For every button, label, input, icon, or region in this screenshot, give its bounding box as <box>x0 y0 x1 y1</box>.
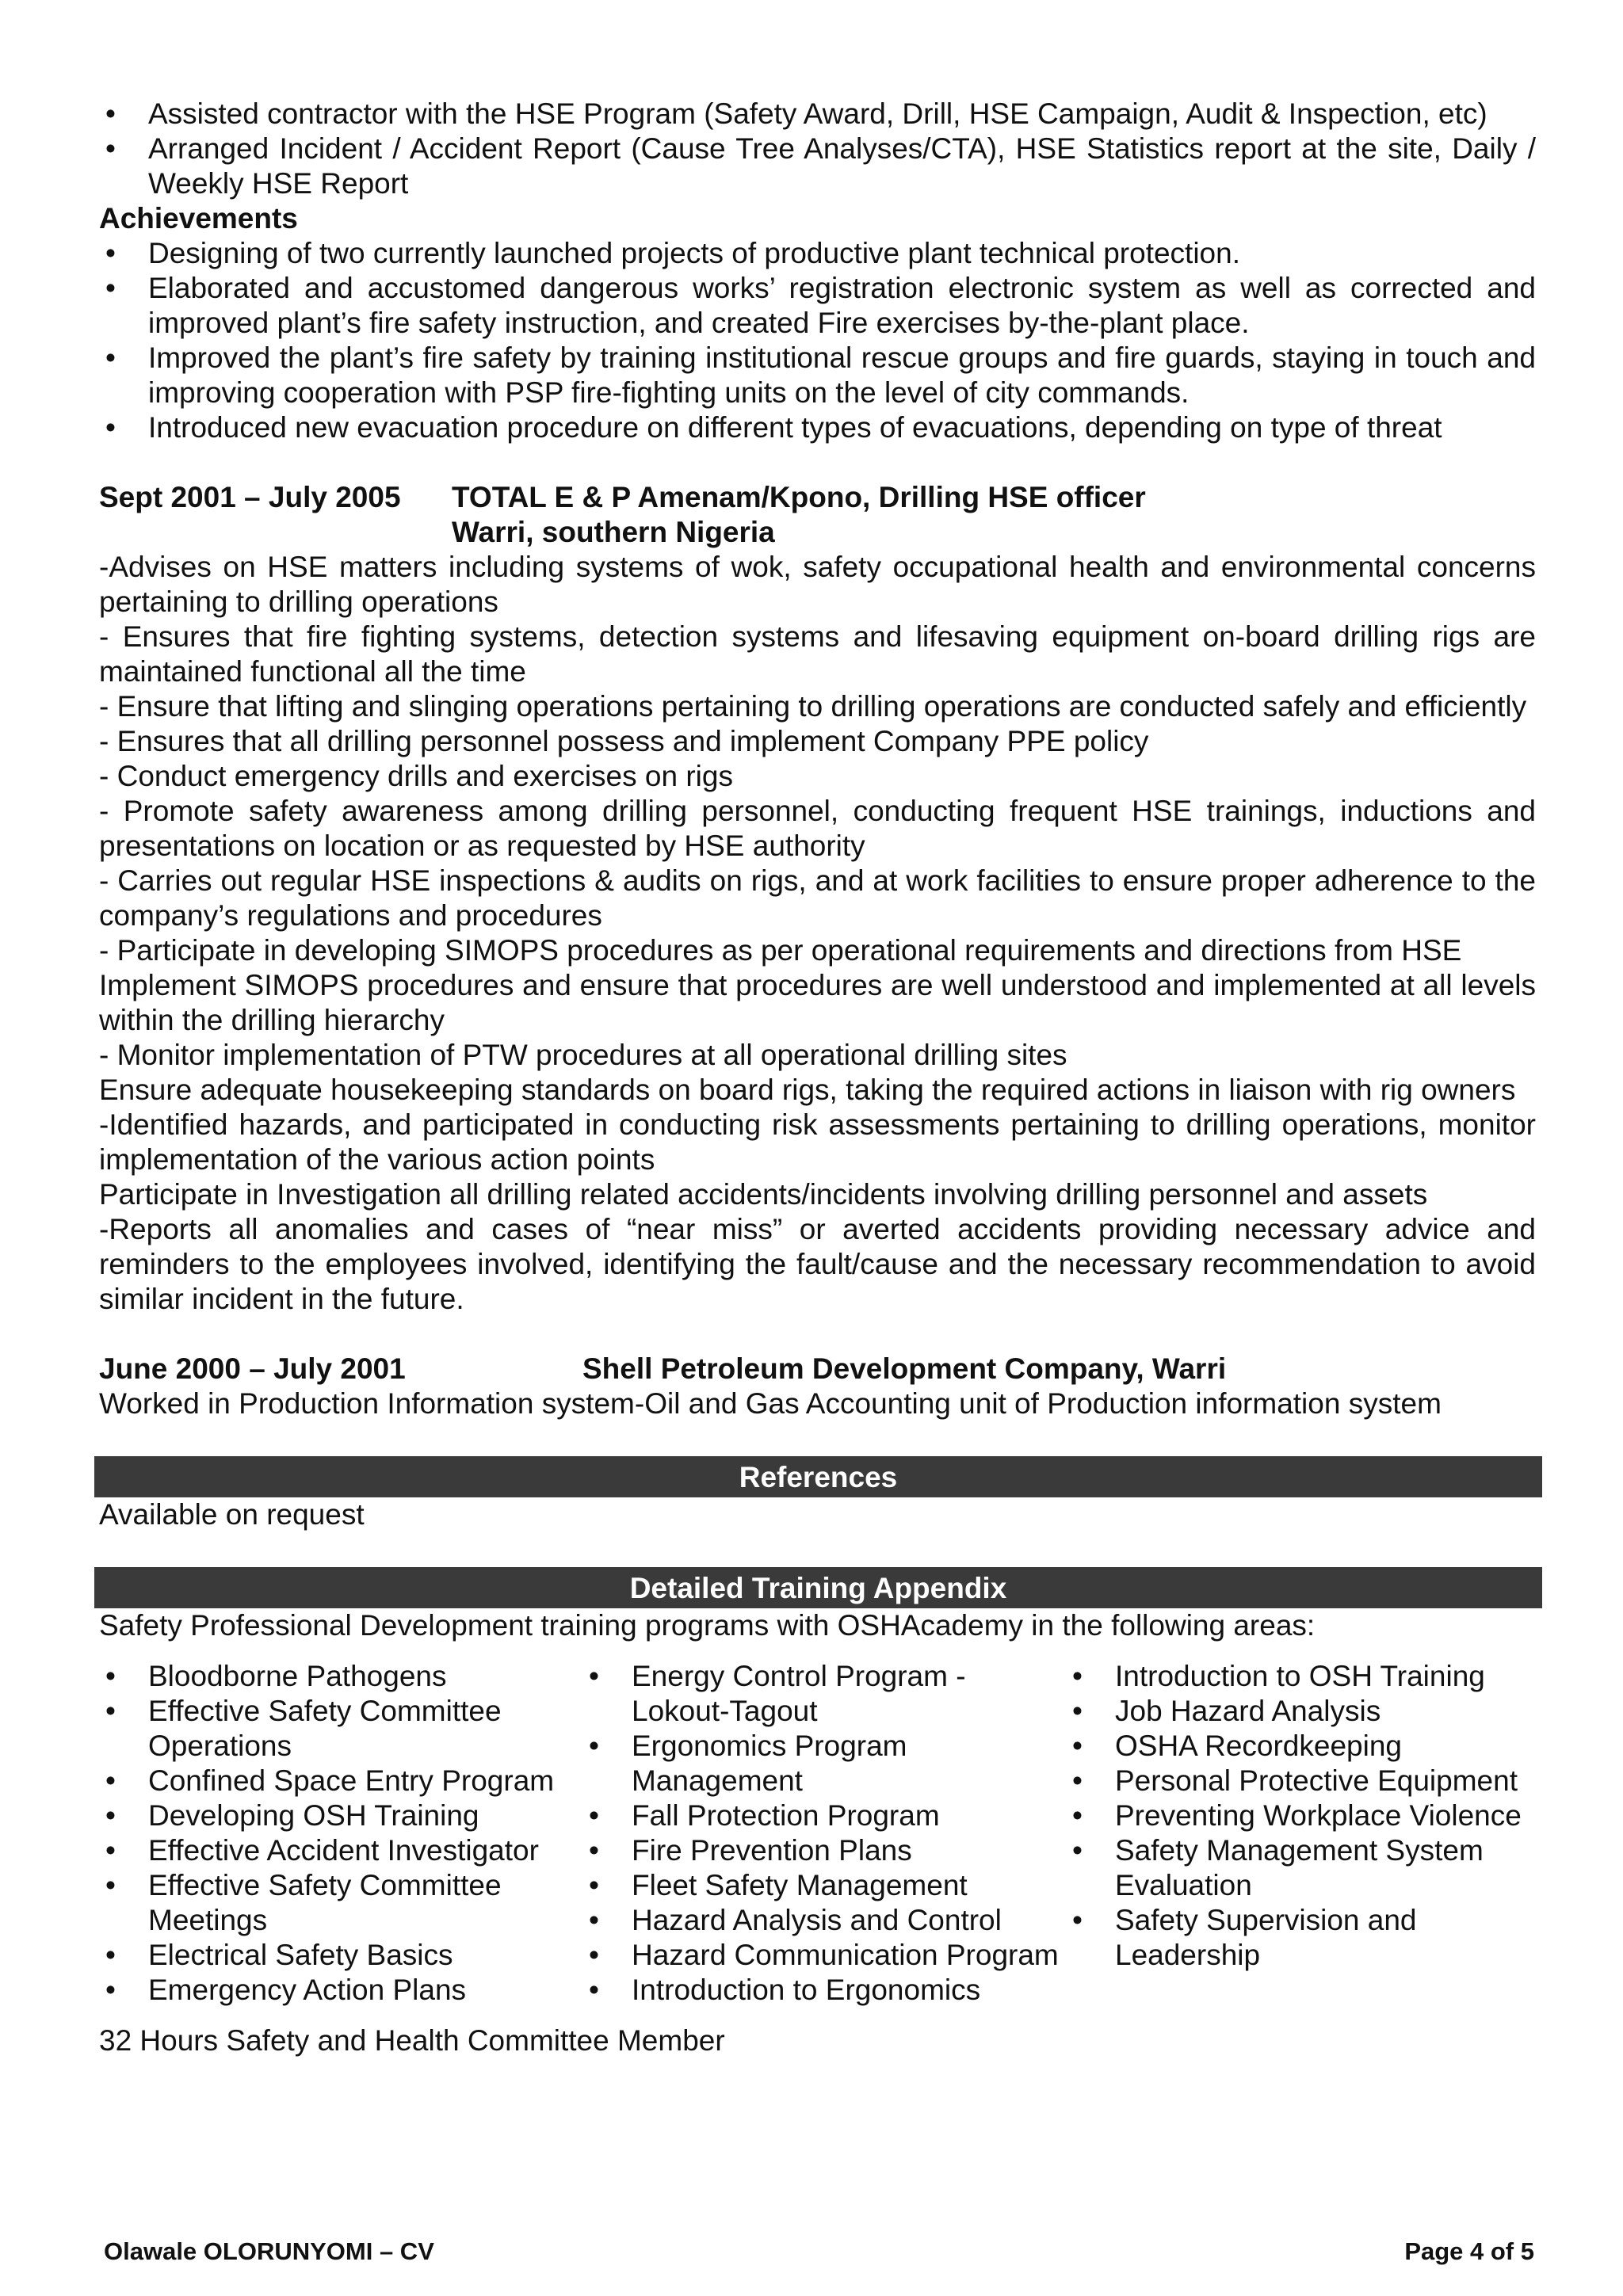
job-title: TOTAL E & P Amenam/Kpono, Drilling HSE officer <box>452 481 1146 513</box>
duty-line: - Carries out regular HSE inspections & audits on rigs, and at work facilities to ensure proper adherence to the company’s regulations and procedures <box>99 864 1536 932</box>
duty-line: - Monitor implementation of PTW procedures at all operational drilling sites <box>99 1039 1067 1071</box>
list-item: • Ergonomics Program Management <box>582 1729 1066 1798</box>
duty-line: Ensure adequate housekeeping standards on board rigs, taking the required actions in liaison with rig owners <box>99 1074 1516 1106</box>
training-column-1 <box>99 1659 582 2008</box>
list-item: • Developing OSH Training <box>99 1798 582 1833</box>
list-item: • Elaborated and accustomed dangerous works’ registration electronic system as well as corrected and improved plant’s fire safety instruction, and created Fire exercises by-the-plant place. <box>99 271 1536 341</box>
duty-line: Implement SIMOPS procedures and ensure that procedures are well understood and implemented at all levels within the drilling hierarchy <box>99 969 1536 1036</box>
achievements-list <box>99 236 1536 445</box>
duty-line: -Identified hazards, and participated in conducting risk assessments pertaining to drilling operations, monitor implementation of the various action points <box>99 1108 1536 1176</box>
duty-line: Participate in Investigation all drilling related accidents/incidents involving drilling personnel and assets <box>99 1178 1428 1211</box>
duty-line: - Ensure that lifting and slinging operations pertaining to drilling operations are conducted safely and efficiently <box>99 690 1527 723</box>
list-item: • Safety Management System Evaluation <box>1066 1833 1536 1903</box>
job-title: Shell Petroleum Development Company, Warri <box>582 1352 1227 1385</box>
achievements-heading: Achievements <box>99 202 298 235</box>
page-footer <box>104 2236 1534 2267</box>
list-item: • Introduction to OSH Training <box>1066 1659 1536 1694</box>
list-item: • Personal Protective Equipment <box>1066 1764 1536 1798</box>
job-dates: June 2000 – July 2001 <box>99 1352 406 1385</box>
footer-cv-name: Olawale OLORUNYOMI – CV <box>104 2237 434 2265</box>
training-column-3 <box>1066 1659 1536 2008</box>
list-item: • Job Hazard Analysis <box>1066 1694 1536 1729</box>
job-description: Worked in Production Information system-Oil and Gas Accounting unit of Production information system <box>99 1387 1442 1420</box>
duty-line: - Participate in developing SIMOPS procedures as per operational requirements and directions from HSE <box>99 934 1462 967</box>
list-item: • Bloodborne Pathogens <box>99 1659 582 1694</box>
cv-page <box>99 97 1536 2058</box>
job-dates: Sept 2001 – July 2005 <box>99 481 401 513</box>
previous-duties-list <box>99 97 1536 201</box>
job-location: Warri, southern Nigeria <box>452 516 775 548</box>
footer-page-number: Page 4 of 5 <box>1404 2237 1534 2265</box>
list-item: • Safety Supervision and Leadership <box>1066 1903 1536 1973</box>
list-item: • Confined Space Entry Program <box>99 1764 582 1798</box>
list-item: • Preventing Workplace Violence <box>1066 1798 1536 1833</box>
references-heading-bar: References <box>94 1456 1542 1497</box>
list-item: • Designing of two currently launched projects of productive plant technical protection. <box>99 236 1536 271</box>
list-item: • Hazard Communication Program <box>582 1938 1066 1973</box>
list-item: • Fall Protection Program <box>582 1798 1066 1833</box>
job-shell-section <box>99 1352 1536 1421</box>
list-item: • Effective Safety Committee Operations <box>99 1694 582 1764</box>
list-item: • OSHA Recordkeeping <box>1066 1729 1536 1764</box>
training-columns <box>99 1659 1536 2008</box>
duty-line: - Ensures that all drilling personnel possess and implement Company PPE policy <box>99 725 1149 757</box>
list-item: • Introduction to Ergonomics <box>582 1973 1066 2008</box>
list-item: • Improved the plant’s fire safety by training institutional rescue groups and fire guards, staying in touch and improving cooperation with PSP fire-fighting units on the level of city commands. <box>99 341 1536 410</box>
references-text: Available on request <box>99 1498 365 1531</box>
training-intro: Safety Professional Development training programs with OSHAcademy in the following areas: <box>99 1609 1316 1642</box>
list-item: • Fleet Safety Management <box>582 1868 1066 1903</box>
training-footnote: 32 Hours Safety and Health Committee Member <box>99 2024 725 2057</box>
list-item: • Effective Accident Investigator <box>99 1833 582 1868</box>
job-header <box>99 1352 1536 1386</box>
job-duties <box>99 550 1536 1317</box>
list-item: • Hazard Analysis and Control <box>582 1903 1066 1938</box>
job-total-section <box>99 480 1536 1317</box>
job-location-row <box>99 515 1536 550</box>
training-column-2 <box>582 1659 1066 2008</box>
list-item: • Introduced new evacuation procedure on different types of evacuations, depending on type of threat <box>99 410 1536 445</box>
duty-line: - Ensures that fire fighting systems, detection systems and lifesaving equipment on-board drilling rigs are maintained functional all the time <box>99 620 1536 688</box>
training-heading-bar: Detailed Training Appendix <box>94 1567 1542 1608</box>
duty-line: -Advises on HSE matters including systems of wok, safety occupational health and environmental concerns pertaining to drilling operations <box>99 551 1536 618</box>
list-item: • Emergency Action Plans <box>99 1973 582 2008</box>
job-header <box>99 480 1536 515</box>
duty-line: - Conduct emergency drills and exercises on rigs <box>99 760 733 792</box>
list-item: • Fire Prevention Plans <box>582 1833 1066 1868</box>
list-item: • Assisted contractor with the HSE Program (Safety Award, Drill, HSE Campaign, Audit & Inspection, etc) <box>99 97 1536 132</box>
duty-line: - Promote safety awareness among drilling personnel, conducting frequent HSE trainings, inductions and presentations on location or as requested by HSE authority <box>99 795 1536 862</box>
list-item: • Electrical Safety Basics <box>99 1938 582 1973</box>
list-item: • Effective Safety Committee Meetings <box>99 1868 582 1938</box>
list-item: • Arranged Incident / Accident Report (Cause Tree Analyses/CTA), HSE Statistics report at the site, Daily / Weekly HSE Report <box>99 132 1536 201</box>
list-item: • Energy Control Program - Lokout-Tagout <box>582 1659 1066 1729</box>
duty-line: -Reports all anomalies and cases of “near miss” or averted accidents providing necessary advice and reminders to the employees involved, identifying the fault/cause and the necessary recommendation to avoid similar incident in the future. <box>99 1213 1536 1315</box>
